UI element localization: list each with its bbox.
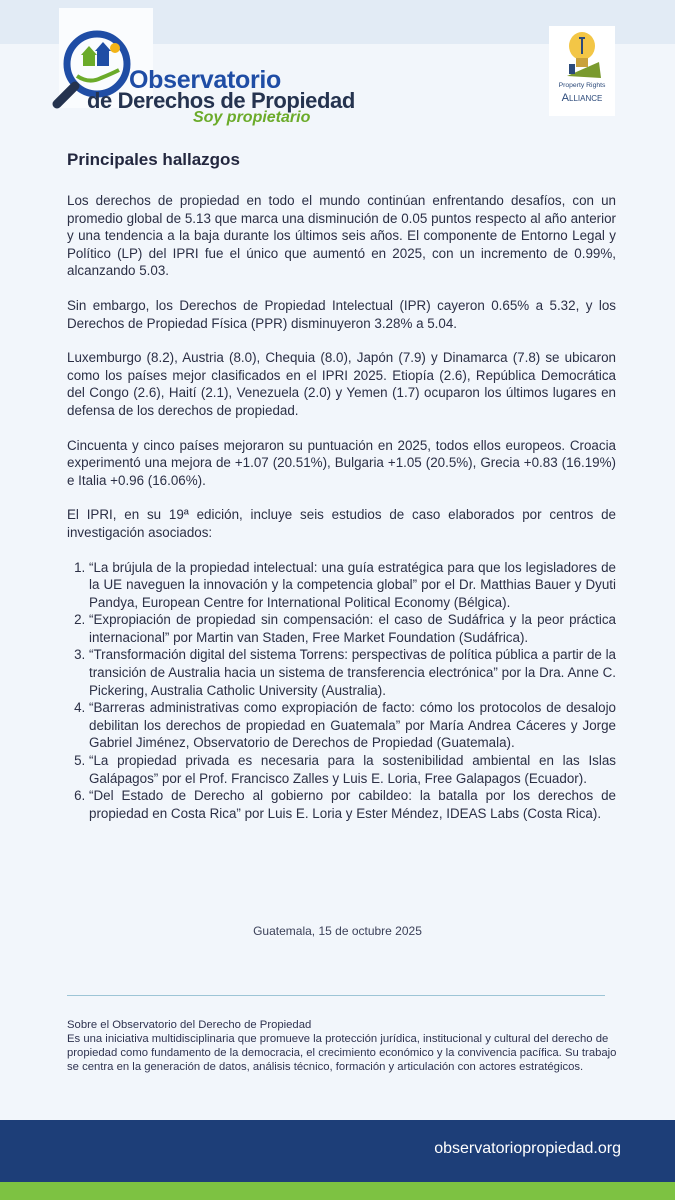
paragraph: Los derechos de propiedad en todo el mundo continúan enfrentando desafíos, con un promedio global de 5.13 que marca una disminución de 0.05 puntos respecto al año anterior y una tendencia a la baja durante los últimos seis años. El componente de Entorno Legal y Político (LP) del IPRI fue el único que aumentó en 2025, con un incremento de 0.99%, alcanzando 5.03. xyxy=(67,193,616,279)
list-item: 2. “Expropiación de propiedad sin compensación: el caso de Sudáfrica y la peor práctica internacional” por Martin van Staden, Free Market Foundation (Sudáfrica). xyxy=(89,611,616,646)
logo-title-derechos: de Derechos de Propiedad xyxy=(87,88,355,113)
main-content xyxy=(67,150,616,822)
date-line: Guatemala, 15 de octubre 2025 xyxy=(253,924,422,938)
footer-accent-stripe xyxy=(0,1182,675,1200)
paragraph: Cincuenta y cinco países mejoraron su puntuación en 2025, todos ellos europeos. Croacia experimentó una mejora de +1.07 (20.51%), Bulgaria +1.05 (20.5%), Grecia +0.83 (16.19%) e Italia +0.96 (16.06%). xyxy=(67,437,616,488)
list-item: 4. “Barreras administrativas como expropiación de facto: cómo los protocolos de desalojo debilitan los derechos de propiedad en Guatemala” por María Andrea Cáceres y Jorge Gabriel Jiménez, Observatorio de Derechos de Propiedad (Guatemala). xyxy=(89,699,616,752)
property-rights-alliance-logo xyxy=(549,26,615,116)
paragraph: Sin embargo, los Derechos de Propiedad Intelectual (IPR) cayeron 0.65% a 5.32, y los Derechos de Propiedad Física (PPR) disminuyeron 3.28% a 5.04. xyxy=(67,297,616,331)
list-item: 6. “Del Estado de Derecho al gobierno por cabildeo: la batalla por los derechos de propiedad en Costa Rica” por Luis E. Loria y Ester Méndez, IDEAS Labs (Costa Rica). xyxy=(89,787,616,822)
about-text: Es una iniciativa multidisciplinaria que promueve la protección jurídica, institucional y cultural del derecho de propiedad como fundamento de la democracia, el crecimiento económico y la convivencia pacífica. Su trabajo se centra en la generación de datos, análisis técnico, formación y articulación con actores estratégicos. xyxy=(67,1033,617,1073)
footer-bar xyxy=(0,1120,675,1182)
divider xyxy=(67,995,605,996)
lightbulb-icon xyxy=(549,26,615,82)
list-item: 3. “Transformación digital del sistema Torrens: perspectivas de política pública a partir de la transición de Australia hacia un sistema de transferencia electrónica” por la Dra. Anne C. Pickering, Australia Catholic University (Australia). xyxy=(89,646,616,699)
footer-url-link[interactable]: observatoriopropiedad.org xyxy=(434,1140,621,1157)
page-title: Principales hallazgos xyxy=(67,150,240,169)
paragraph: Luxemburgo (8.2), Austria (8.0), Chequia (8.0), Japón (7.9) y Dinamarca (7.8) se ubicaron como los países mejor clasificados en el IPRI 2025. Etiopía (2.6), República Democrática del Congo (2.6), Haití (2.1), Venezuela (2.0) y Yemen (1.7) ocuparon los últimos lugares en defensa de los derechos de propiedad. xyxy=(67,350,616,418)
logo-title-observatorio: Observatorio xyxy=(129,66,282,94)
list-item: 5. “La propiedad privada es necesaria para la sostenibilidad ambiental en las Islas Galápagos” por el Prof. Francisco Zalles y Luis E. Loria, Free Galapagos (Ecuador). xyxy=(89,752,616,787)
pra-line2: Alliance xyxy=(561,92,603,104)
about-section xyxy=(67,1018,627,1074)
logo-tagline: Soy propietario xyxy=(193,109,311,126)
about-title: Sobre el Observatorio del Derecho de Propiedad xyxy=(67,1019,312,1031)
list-item: 1. “La brújula de la propiedad intelectual: una guía estratégica para que los legisladores de la UE naveguen la innovación y la competencia global” por el Dr. Matthias Bauer y Dyuti Pandya, European Centre for International Political Economy (Bélgica). xyxy=(89,559,616,612)
case-study-list xyxy=(67,559,616,823)
pra-line1: Property Rights xyxy=(558,82,606,89)
observatorio-logo xyxy=(49,8,355,126)
paragraph: El IPRI, en su 19ª edición, incluye seis estudios de caso elaborados por centros de investigación asociados: xyxy=(67,507,616,540)
